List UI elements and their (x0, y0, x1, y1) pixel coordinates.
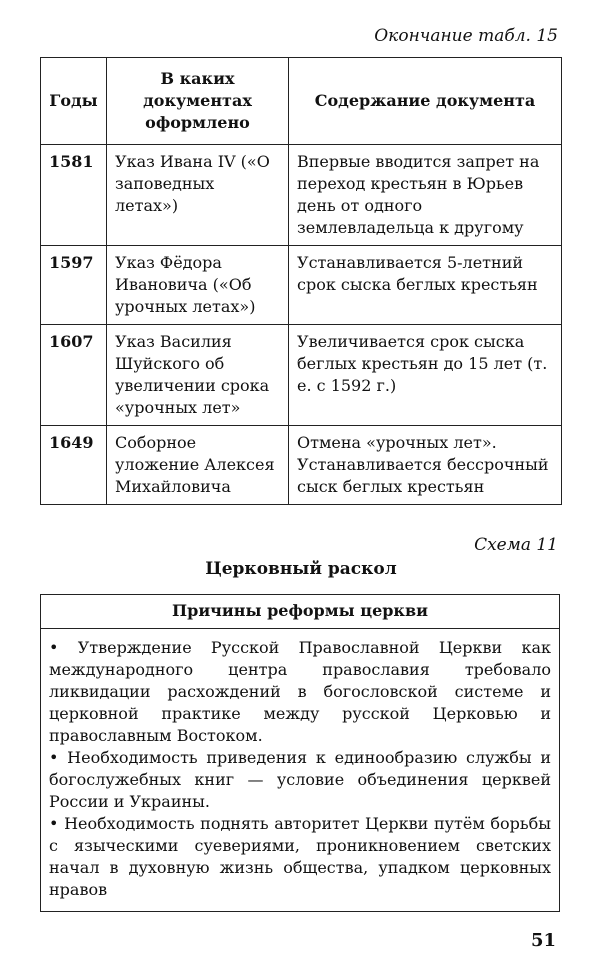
reason-item: • Необходимость поднять авторитет Церкви путём борьбы с языческими суевериями, проникновением светских начал в духовную жизнь общества, упадком церковных нравов (49, 814, 551, 899)
page-number: 51 (530, 930, 556, 951)
document-cell: Указ Василия Шуйского об увеличении срока «урочных лет» (107, 325, 289, 426)
document-cell: Указ Фёдора Ивановича («Об урочных летах») (107, 246, 289, 325)
content-cell: Впервые вводится запрет на переход крестьян в Юрьев день от одного землевладельца к другому (289, 145, 562, 246)
content-cell: Устанавливается 5-летний срок сыска беглых крестьян (289, 246, 562, 325)
reasons-box-header: Причины реформы церкви (41, 595, 559, 629)
reason-item: • Утверждение Русской Православной Церкви как международного центра православия требовало ликвидации расхождений в богословской системе и церковной практике между русской Церковью и православным Востоком. (49, 638, 551, 745)
reasons-box-body (41, 629, 559, 911)
table-header-row (41, 58, 562, 145)
year-cell: 1649 (41, 426, 107, 505)
header-documents: В каких документах оформлено (107, 58, 289, 145)
year-cell: 1597 (41, 246, 107, 325)
table-row (41, 325, 562, 426)
document-cell: Соборное уложение Алексея Михайловича (107, 426, 289, 505)
header-content: Содержание документа (289, 58, 562, 145)
document-cell: Указ Ивана IV («О заповедных летах») (107, 145, 289, 246)
table-row (41, 426, 562, 505)
reason-item: • Необходимость приведения к единообразию службы и богослужебных книг — условие объединения церквей России и Украины. (49, 748, 551, 811)
year-cell: 1607 (41, 325, 107, 426)
history-table (40, 57, 562, 505)
scheme-caption: Схема 11 (474, 535, 558, 555)
content-cell: Отмена «урочных лет». Устанавливается бессрочный сыск беглых крестьян (289, 426, 562, 505)
table-caption: Окончание табл. 15 (374, 26, 558, 46)
table-row (41, 246, 562, 325)
year-cell: 1581 (41, 145, 107, 246)
header-years: Годы (41, 58, 107, 145)
table-row (41, 145, 562, 246)
reasons-box (40, 594, 560, 912)
scheme-title: Церковный раскол (205, 559, 397, 579)
content-cell: Увеличивается срок сыска беглых крестьян до 15 лет (т. е. с 1592 г.) (289, 325, 562, 426)
